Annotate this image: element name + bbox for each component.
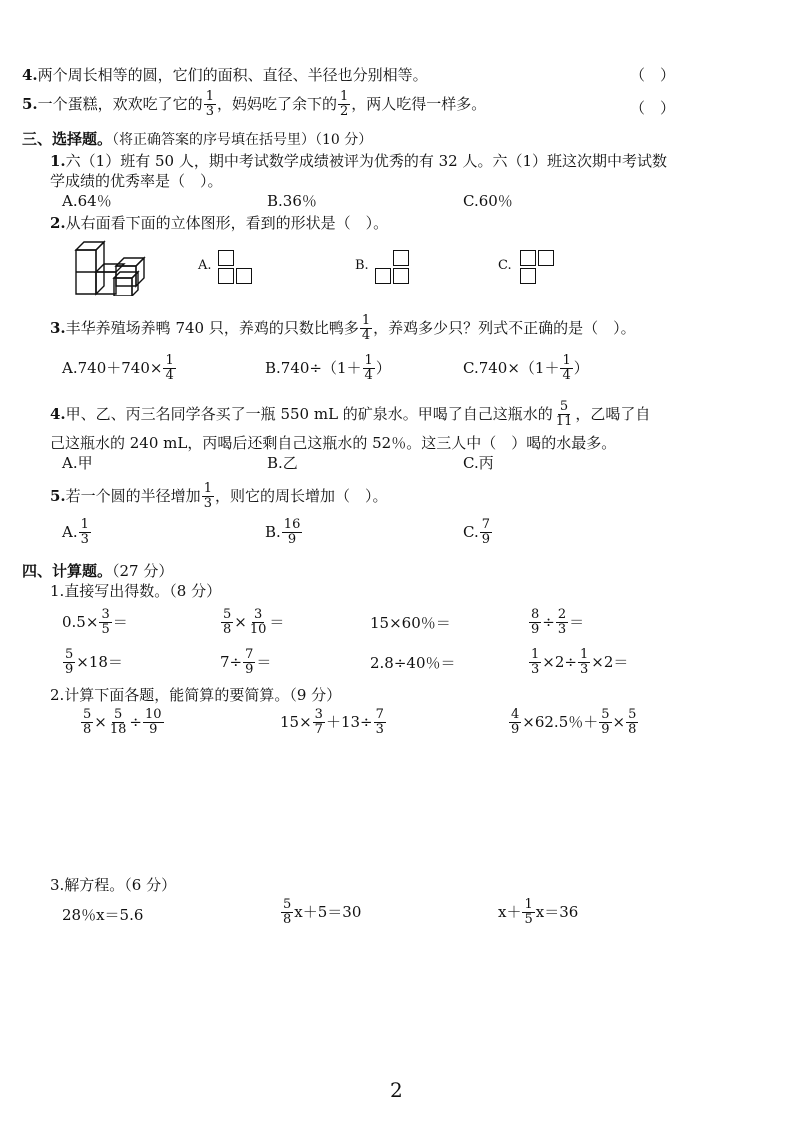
- denominator: 5: [524, 912, 533, 928]
- fraction: [281, 898, 293, 928]
- s3-q2: [50, 212, 388, 233]
- denominator: 9: [149, 722, 158, 738]
- calc-r2c1[interactable]: [62, 648, 123, 678]
- calc-r1c3[interactable]: 15×60％＝: [370, 614, 451, 632]
- s3-q5-option-c[interactable]: [463, 518, 493, 548]
- numerator: 1: [165, 353, 174, 368]
- fraction: [554, 400, 575, 430]
- fraction: [626, 708, 638, 738]
- calc-r2c3[interactable]: 2.8÷40％＝: [370, 654, 456, 672]
- numerator: 7: [375, 707, 384, 722]
- s3-q3-num: 3.: [50, 318, 66, 337]
- close-paren: ）: [573, 358, 589, 377]
- fraction: [313, 708, 325, 738]
- numerator: 7: [481, 517, 490, 532]
- fraction: [63, 648, 75, 678]
- fraction: [248, 608, 269, 638]
- s3-q5: [50, 482, 387, 512]
- fraction: [560, 354, 572, 384]
- numerator: 1: [562, 353, 571, 368]
- calc-r2c2[interactable]: [220, 648, 271, 678]
- s3-q1-line1: [50, 150, 667, 171]
- calc-text: ＝: [256, 652, 272, 671]
- numerator: 5: [283, 897, 292, 912]
- calc-text: ＋13÷: [325, 712, 373, 731]
- numerator: 5: [223, 607, 232, 622]
- numerator: 5: [601, 707, 610, 722]
- s3-q1-option-c[interactable]: C.60％: [463, 192, 513, 210]
- s3-q2-option-c[interactable]: C.: [498, 258, 512, 273]
- calc-text: 0.5×: [62, 612, 99, 631]
- denominator: 3: [531, 662, 540, 678]
- s3-q1-line2: 学成绩的优秀率是（ ）。: [50, 172, 223, 190]
- s3-q5-option-a[interactable]: [62, 518, 92, 548]
- s3-q3-option-a[interactable]: [62, 354, 177, 384]
- s3-q4-num: 4.: [50, 404, 66, 423]
- s3-q4-option-a[interactable]: A.甲: [62, 454, 93, 472]
- numerator: 1: [203, 481, 212, 496]
- denominator: 3: [557, 622, 567, 638]
- numerator: 5: [559, 399, 569, 414]
- numerator: 1: [364, 353, 373, 368]
- fraction: [243, 648, 255, 678]
- s3-q2-option-a[interactable]: A.: [198, 258, 212, 273]
- numerator: 5: [628, 707, 637, 722]
- calc-text: ＝: [569, 612, 585, 631]
- s3-q1-option-b[interactable]: B.36％: [267, 192, 317, 210]
- judge-q5-text-2: ，妈妈吃了余下的: [216, 94, 337, 113]
- s3-q1-num: 1.: [50, 152, 66, 170]
- numerator: 1: [579, 647, 589, 662]
- s3-q5-text-2: ，则它的周长增加（ ）。: [214, 486, 388, 505]
- denominator: 10: [249, 622, 267, 638]
- option-text: B.: [265, 522, 281, 541]
- judge-q4-text: 两个周长相等的圆，它们的面积、直径、半径也分别相等。: [37, 66, 428, 84]
- fraction: [163, 354, 175, 384]
- calc-text: 15×: [280, 712, 312, 731]
- calc-text: x＋5＝30: [294, 902, 362, 921]
- judge-q5: [22, 90, 486, 120]
- compute-e2[interactable]: [280, 708, 387, 738]
- denominator: 2: [339, 104, 349, 120]
- judge-q5-text-3: ，两人吃得一样多。: [351, 94, 487, 113]
- calc-op: ×: [94, 712, 107, 731]
- numerator: 10: [144, 707, 162, 722]
- fraction: [99, 608, 111, 638]
- numerator: 5: [65, 647, 74, 662]
- numerator: 1: [524, 897, 533, 912]
- fraction: [282, 518, 303, 548]
- s3-q2-text: 从右面看下面的立体图形，看到的形状是（ ）。: [65, 214, 389, 232]
- denominator: 3: [375, 722, 384, 738]
- fraction: [221, 608, 233, 638]
- numerator: 7: [245, 647, 254, 662]
- s3-q2-option-b[interactable]: B.: [355, 258, 369, 273]
- denominator: 5: [101, 622, 110, 638]
- judge-q4: [22, 64, 428, 85]
- fraction: [374, 708, 386, 738]
- calc-text: ＝: [112, 612, 128, 631]
- calc-text: ×2＝: [591, 652, 629, 671]
- denominator: 8: [83, 722, 92, 738]
- calc-text: 7÷: [220, 652, 243, 671]
- denominator: 9: [601, 722, 610, 738]
- fraction: [81, 708, 93, 738]
- section3-note: （将正确答案的序号填在括号里）（10 分）: [112, 132, 373, 148]
- denominator: 4: [562, 368, 571, 384]
- denominator: 3: [80, 532, 89, 548]
- compute-e1[interactable]: [80, 708, 165, 738]
- calc-r1c2[interactable]: [220, 608, 284, 638]
- section4-title: 四、计算题。: [22, 562, 113, 580]
- numerator: 5: [83, 707, 92, 722]
- fraction: [204, 90, 216, 120]
- fraction: [202, 482, 214, 512]
- denominator: 3: [579, 662, 589, 678]
- s3-q3: [50, 314, 636, 344]
- fraction: [480, 518, 492, 548]
- calc-r2c4[interactable]: [528, 648, 628, 678]
- s3-q4-line2: 己这瓶水的 240 mL，丙喝后还剩自己这瓶水的 52％。这三人中（ ）喝的水最多。: [50, 434, 617, 452]
- calc-op: ÷: [129, 712, 142, 731]
- calc-op: ÷: [542, 612, 555, 631]
- judge-q5-num: 5.: [22, 94, 38, 113]
- denominator: 7: [314, 722, 323, 738]
- fraction: [143, 708, 164, 738]
- fraction: [578, 648, 590, 678]
- s3-q1-option-a[interactable]: A.64％: [62, 192, 112, 210]
- denominator: 9: [481, 532, 490, 548]
- option-text: A.: [62, 522, 78, 541]
- denominator: 8: [628, 722, 637, 738]
- s3-q3-text-1: 丰华养殖场养鸭 740 只，养鸡的只数比鸭多: [65, 318, 359, 337]
- fraction: [529, 648, 541, 678]
- s3-q5-option-b[interactable]: [265, 518, 303, 548]
- s3-q3-option-c[interactable]: [463, 354, 589, 384]
- option-text: C.: [463, 522, 479, 541]
- fraction: [529, 608, 541, 638]
- fraction: [363, 354, 375, 384]
- section4-heading: [22, 560, 173, 581]
- fraction: [556, 608, 568, 638]
- numerator: 2: [557, 607, 567, 622]
- s3-q1-text-1: 六（1）班有 50 人，期中考试数学成绩被评为优秀的有 32 人。六（1）班这次期中考试数: [65, 152, 668, 170]
- denominator: 4: [361, 328, 371, 344]
- s4-p1-title: 1.直接写出得数。（8 分）: [50, 582, 222, 600]
- denominator: 9: [245, 662, 254, 678]
- calc-r1c4[interactable]: [528, 608, 584, 638]
- denominator: 4: [364, 368, 373, 384]
- numerator: 1: [205, 89, 214, 104]
- numerator: 1: [339, 89, 349, 104]
- calc-op: ×: [612, 712, 626, 731]
- calc-r1c1[interactable]: [62, 608, 128, 638]
- s3-q3-text-2: ，养鸡多少只？列式不正确的是（ ）。: [373, 318, 636, 337]
- fraction: [79, 518, 91, 548]
- numerator: 1: [80, 517, 89, 532]
- calc-text: ×2÷: [542, 652, 577, 671]
- denominator: 11: [555, 414, 573, 430]
- s4-p2-title: 2.计算下面各题，能简算的要简算。（9 分）: [50, 686, 342, 704]
- s3-q2-num: 2.: [50, 214, 66, 232]
- option-text: C.740×（1＋: [463, 358, 560, 377]
- s3-q4-text-1: 甲、乙、丙三名同学各买了一瓶 550 mL 的矿泉水。甲喝了自己这瓶水的: [65, 404, 553, 423]
- s3-q3-option-b[interactable]: [265, 354, 391, 384]
- equation-2[interactable]: [280, 898, 361, 928]
- s3-q5-num: 5.: [50, 486, 66, 505]
- calc-text: ×18＝: [76, 652, 123, 671]
- s4-p3-title: 3.解方程。（6 分）: [50, 876, 177, 894]
- judge-q4-answer-blank[interactable]: （ ）: [630, 66, 676, 84]
- s3-q4-option-c[interactable]: C.丙: [463, 454, 494, 472]
- option-text: B.740÷（1＋: [265, 358, 362, 377]
- numerator: 3: [101, 607, 110, 622]
- numerator: 5: [113, 707, 123, 722]
- fraction: [509, 708, 521, 738]
- denominator: 9: [511, 722, 520, 738]
- numerator: 1: [361, 313, 371, 328]
- numerator: 16: [283, 517, 301, 532]
- fraction: [360, 314, 372, 344]
- denominator: 18: [109, 722, 127, 738]
- s3-q4-option-b[interactable]: B.乙: [267, 454, 298, 472]
- fraction: [522, 898, 534, 928]
- fraction: [599, 708, 611, 738]
- s3-q4-text-2: ，乙喝了自: [575, 404, 651, 423]
- fraction: [338, 90, 350, 120]
- equation-1[interactable]: 28％x＝5.6: [62, 906, 144, 924]
- cube-figure: [74, 238, 156, 296]
- numerator: 1: [531, 647, 540, 662]
- section4-score: （27 分）: [112, 562, 174, 580]
- section3-title: 三、选择题。: [22, 130, 113, 148]
- section3-heading: [22, 128, 372, 149]
- denominator: 8: [223, 622, 232, 638]
- option-text: A.740＋740×: [62, 358, 163, 377]
- denominator: 4: [165, 368, 174, 384]
- calc-text: x＋: [498, 902, 522, 921]
- fraction: [108, 708, 129, 738]
- judge-q5-text-1: 一个蛋糕，欢欢吃了它的: [37, 94, 203, 113]
- numerator: 3: [253, 607, 263, 622]
- numerator: 3: [314, 707, 323, 722]
- equation-3[interactable]: [498, 898, 578, 928]
- denominator: 9: [65, 662, 74, 678]
- judge-q5-answer-blank[interactable]: （ ）: [630, 99, 676, 117]
- judge-q4-num: 4.: [22, 66, 38, 84]
- denominator: 9: [531, 622, 540, 638]
- s3-q4-line1: [50, 400, 650, 430]
- s3-q5-text-1: 若一个圆的半径增加: [65, 486, 201, 505]
- denominator: 3: [203, 496, 212, 512]
- denominator: 3: [205, 104, 214, 120]
- calc-text: ×62.5％＋: [522, 712, 599, 731]
- denominator: 9: [287, 532, 297, 548]
- calc-text: x＝36: [535, 902, 579, 921]
- calc-text: ＝: [269, 612, 285, 631]
- denominator: 8: [283, 912, 292, 928]
- calc-op: ×: [234, 612, 247, 631]
- page-number: 2: [390, 1078, 403, 1102]
- compute-e3[interactable]: [508, 708, 639, 738]
- numerator: 4: [511, 707, 520, 722]
- numerator: 8: [531, 607, 540, 622]
- close-paren: ）: [375, 358, 391, 377]
